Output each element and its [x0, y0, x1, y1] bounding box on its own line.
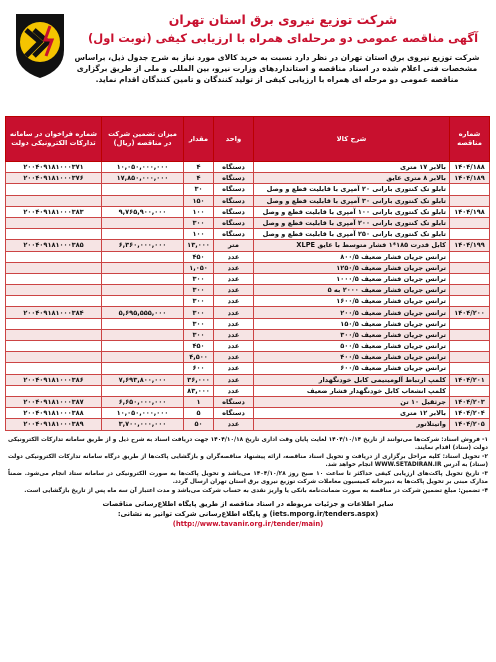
cell-setad-no: [6, 363, 102, 374]
cell-item: بالابر ۱۲ متری: [254, 408, 450, 419]
cell-item: جرثقیل ۱۰ تن: [254, 396, 450, 407]
cell-unit: عدد: [214, 385, 254, 396]
cell-tender-no: ۱۴۰۴/۲۰۱: [450, 374, 490, 385]
cell-qty: ۵۰: [184, 419, 214, 430]
cell-guarantee: [102, 352, 184, 363]
cell-unit: دستگاه: [214, 173, 254, 184]
header: [6, 4, 490, 116]
cell-item: تابلو تک کنتوری بارانی ۲۰ آمپری با قابلیت قطع و وصل: [254, 184, 450, 195]
cell-qty: ۱: [184, 396, 214, 407]
cell-qty: ۱۵۰: [184, 195, 214, 206]
cell-setad-no: ۲۰۰۴۰۹۱۸۱۰۰۰۳۸۵: [6, 240, 102, 251]
cell-tender-no: ۱۴۰۴/۲۰۰: [450, 307, 490, 318]
cell-item: کلمپ انشعاب کابل خودنگهدار فشار ضعیف: [254, 385, 450, 396]
cell-item: ترانس جریان فشار ضعیف ۸۰۰/۵: [254, 251, 450, 262]
header-guarantee: میزان تضمین شرکت در مناقصه (ریال): [102, 117, 184, 162]
cell-tender-no: ۱۴۰۴/۱۸۹: [450, 173, 490, 184]
cell-tender-no: ۱۴۰۴/۱۹۸: [450, 206, 490, 217]
intro-text: شرکت توزیع نیروی برق استان تهران در نظر دارد نسبت به خرید کالای مورد نیاز به شرح جدول ذیل، براساس مشخصات فنی اعلام شده در اسناد مناقصه و استانداردهای وزارت نیرو، بین المللی و ملی از طریق برگزاری مناقصه عمومی دو مرحله ای همراه با ارزیابی کیفی از تولید کنندگان و تامین کنندگان اقدام نماید.: [74, 53, 480, 85]
cell-setad-no: [6, 184, 102, 195]
cell-unit: دستگاه: [214, 162, 254, 173]
cell-unit: عدد: [214, 273, 254, 284]
cell-item: تابلو تک کنتوری بارانی ۲۵۰ آمپری با قابلیت قطع و وصل: [254, 229, 450, 240]
cell-guarantee: [102, 217, 184, 228]
cell-tender-no: ۱۴۰۴/۲۰۳: [450, 396, 490, 407]
footer: [6, 499, 490, 529]
cell-unit: عدد: [214, 251, 254, 262]
cell-qty: ۴,۵۰۰: [184, 352, 214, 363]
table-row: [6, 341, 490, 352]
cell-qty: ۴۵۰: [184, 341, 214, 352]
cell-tender-no: ۱۴۰۴/۲۰۵: [450, 419, 490, 430]
table-row: [6, 240, 490, 251]
table-row: [6, 408, 490, 419]
cell-tender-no: [450, 352, 490, 363]
cell-setad-no: ۲۰۰۴۰۹۱۸۱۰۰۰۳۸۸: [6, 408, 102, 419]
cell-qty: ۳۰۰: [184, 329, 214, 340]
table-row: [6, 173, 490, 184]
cell-setad-no: [6, 385, 102, 396]
cell-guarantee: [102, 262, 184, 273]
footer-line: سایر اطلاعات و جزئیات مربوطه در اسناد مناقصه از طریق پایگاه اطلاع‌رسانی مناقصات: [102, 499, 394, 508]
header-setad-no: شماره فراخوان در سامانه تدارکات الکترونیکی دولت: [6, 117, 102, 162]
note-item: ۲- تحویل اسناد: کلیه مراحل برگزاری از دریافت و تحویل اسناد مناقصه، ارائه پیشنهاد مناقصه‌گران و بازگشایی پاکت‌ها از طریق درگاه سامانه تدارکات الکترونیکی دولت (ستاد) به آدرس WWW.SETADIRAN.IR انجام خواهد شد.: [8, 453, 488, 469]
cell-item: تابلو تک کنتوری بارانی ۳۰ آمپری با قابلیت قطع و وصل: [254, 195, 450, 206]
cell-qty: ۱,۰۵۰: [184, 262, 214, 273]
cell-guarantee: [102, 251, 184, 262]
cell-tender-no: [450, 184, 490, 195]
cell-qty: ۳۰۰: [184, 285, 214, 296]
cell-unit: دستگاه: [214, 195, 254, 206]
cell-guarantee: [102, 363, 184, 374]
cell-setad-no: ۲۰۰۴۰۹۱۸۱۰۰۰۳۸۶: [6, 374, 102, 385]
table-row: [6, 217, 490, 228]
cell-qty: ۳۰۰: [184, 217, 214, 228]
note-item: ۴- تضمین: مبلغ تضمین شرکت در مناقصه به صورت ضمانت‌نامه بانکی یا واریز نقدی به حساب شرکت می‌باشد و مدت اعتبار آن سه ماه پس از تاریخ بازگشایی است.: [24, 488, 488, 495]
cell-unit: دستگاه: [214, 184, 254, 195]
table-row: [6, 329, 490, 340]
cell-setad-no: [6, 285, 102, 296]
cell-tender-no: [450, 195, 490, 206]
cell-unit: دستگاه: [214, 206, 254, 217]
cell-tender-no: ۱۴۰۴/۱۸۸: [450, 162, 490, 173]
company-logo-icon: [12, 10, 68, 80]
cell-guarantee: [102, 341, 184, 352]
cell-unit: دستگاه: [214, 229, 254, 240]
table-row: [6, 285, 490, 296]
cell-unit: عدد: [214, 285, 254, 296]
table-row: [6, 352, 490, 363]
cell-guarantee: [102, 385, 184, 396]
table-row: [6, 419, 490, 430]
cell-setad-no: [6, 251, 102, 262]
cell-setad-no: ۲۰۰۴۰۹۱۸۱۰۰۰۳۸۴: [6, 307, 102, 318]
cell-item: ترانس جریان فشار ضعیف ۱۶۰۰/۵: [254, 296, 450, 307]
cell-unit: عدد: [214, 374, 254, 385]
cell-setad-no: [6, 262, 102, 273]
header-qty: مقدار: [184, 117, 214, 162]
cell-unit: دستگاه: [214, 408, 254, 419]
cell-guarantee: [102, 296, 184, 307]
cell-guarantee: ۱۰,۰۵۰,۰۰۰,۰۰۰: [102, 162, 184, 173]
cell-setad-no: [6, 318, 102, 329]
cell-guarantee: ۱۰,۰۵۰,۰۰۰,۰۰۰: [102, 408, 184, 419]
cell-qty: ۸۳,۰۰۰: [184, 385, 214, 396]
cell-unit: عدد: [214, 318, 254, 329]
table-row: [6, 318, 490, 329]
page-subtitle: آگهی مناقصه عمومی دو مرحله‌ای همراه با ارزیابی کیفی (نوبت اول): [87, 31, 479, 45]
cell-qty: ۵: [184, 408, 214, 419]
table-row: [6, 273, 490, 284]
table-row: [6, 296, 490, 307]
table-row: [6, 307, 490, 318]
cell-setad-no: [6, 296, 102, 307]
cell-guarantee: [102, 273, 184, 284]
cell-item: ترانس جریان فشار ضعیف ۵۰۰/۵: [254, 341, 450, 352]
cell-item: ترانس جریان فشار ضعیف ۲۰۰۰ به ۵: [254, 285, 450, 296]
cell-item: کلمپ ارتباط آلومینیمی کابل خودنگهدار: [254, 374, 450, 385]
header-item: شرح کالا: [254, 117, 450, 162]
cell-guarantee: ۳,۷۰۰,۰۰۰,۰۰۰: [102, 419, 184, 430]
cell-setad-no: ۲۰۰۴۰۹۱۸۱۰۰۰۳۸۳: [6, 206, 102, 217]
cell-qty: ۴: [184, 173, 214, 184]
cell-unit: عدد: [214, 262, 254, 273]
table-row: [6, 251, 490, 262]
footer-line[interactable]: (iets.mporg.ir/tenders.aspx) و پایگاه اطلاع‌رسانی شرکت توانیر به نشانی:: [117, 509, 379, 518]
cell-tender-no: [450, 285, 490, 296]
table-header-row: [6, 117, 490, 162]
cell-unit: عدد: [214, 296, 254, 307]
cell-unit: عدد: [214, 363, 254, 374]
cell-qty: ۱۰۰: [184, 206, 214, 217]
table-row: [6, 229, 490, 240]
cell-item: کابل قدرت ۱۸۵*۱ فشار متوسط با عایق XLPE: [254, 240, 450, 251]
cell-item: ترانس جریان فشار ضعیف ۱۰۰۰/۵: [254, 273, 450, 284]
cell-setad-no: [6, 329, 102, 340]
cell-setad-no: ۲۰۰۴۰۹۱۸۱۰۰۰۳۸۷: [6, 396, 102, 407]
cell-tender-no: [450, 251, 490, 262]
cell-guarantee: [102, 318, 184, 329]
footer-link[interactable]: (http://www.tavanir.org.ir/tender/main): [172, 519, 324, 528]
cell-unit: عدد: [214, 352, 254, 363]
cell-tender-no: ۱۴۰۴/۲۰۴: [450, 408, 490, 419]
table-row: [6, 195, 490, 206]
cell-qty: ۳۰۰: [184, 296, 214, 307]
cell-guarantee: [102, 184, 184, 195]
table-row: [6, 396, 490, 407]
cell-item: ترانس جریان فشار ضعیف ۴۰۰/۵: [254, 352, 450, 363]
cell-guarantee: ۹,۷۶۵,۹۰۰,۰۰۰: [102, 206, 184, 217]
cell-qty: ۴۵۰: [184, 251, 214, 262]
cell-setad-no: ۲۰۰۴۰۹۱۸۱۰۰۰۳۷۱: [6, 162, 102, 173]
table-row: [6, 206, 490, 217]
note-item: ۱- فروش اسناد: شرکت‌ها می‌توانند از تاریخ ۱۴۰۴/۱۰/۱۴ لغایت پایان وقت اداری تاریخ ۱۴۰۴/۱۰/۱۸ جهت دریافت اسناد به شرح ذیل و از طریق سامانه تدارکات الکترونیکی دولت (ستاد) اقدام نمایند.: [8, 436, 488, 452]
note-item: ۳- تاریخ تحویل پاکت‌های ارزیابی کیفی حداکثر تا ساعت ۱۰ صبح روز ۱۴۰۴/۱۰/۲۸ می‌باشد و تحویل پاکت‌ها به صورت الکترونیکی در سامانه ستاد انجام می‌شود. ضمناً مدارک مبنی بر تحویل پاکت‌ها به دبیرخانه کمیسیون معاملات شرکت توزیع نیروی برق استان تهران ارسال گردد.: [8, 470, 489, 486]
cell-guarantee: ۶,۶۵۰,۰۰۰,۰۰۰: [102, 396, 184, 407]
cell-tender-no: [450, 217, 490, 228]
cell-guarantee: ۷,۶۹۳,۸۰۰,۰۰۰: [102, 374, 184, 385]
cell-item: ترانس جریان فشار ضعیف ۲۰۰/۵: [254, 307, 450, 318]
cell-tender-no: [450, 329, 490, 340]
cell-qty: ۱۳,۰۰۰: [184, 240, 214, 251]
page-title: شرکت توزیع نیروی برق استان تهران: [168, 12, 398, 27]
notes: [6, 436, 490, 496]
cell-item: ترانس جریان فشار ضعیف ۱۵۰/۵: [254, 318, 450, 329]
cell-unit: دستگاه: [214, 217, 254, 228]
cell-item: بالابر ۸ متری عایق: [254, 173, 450, 184]
cell-qty: ۳۶,۰۰۰: [184, 374, 214, 385]
table-row: [6, 374, 490, 385]
cell-qty: ۳۰۰: [184, 307, 214, 318]
cell-item: تابلو تک کنتوری بارانی ۲۰۰ آمپری با قابلیت قطع و وصل: [254, 217, 450, 228]
header-tender-no: شماره مناقصه: [450, 117, 490, 162]
cell-tender-no: [450, 363, 490, 374]
cell-qty: ۱۰۰: [184, 229, 214, 240]
cell-guarantee: ۱۷,۸۵۰,۰۰۰,۰۰۰: [102, 173, 184, 184]
cell-guarantee: [102, 329, 184, 340]
cell-tender-no: [450, 273, 490, 284]
cell-tender-no: ۱۴۰۴/۱۹۹: [450, 240, 490, 251]
table-row: [6, 184, 490, 195]
cell-tender-no: [450, 341, 490, 352]
cell-unit: عدد: [214, 329, 254, 340]
table-row: [6, 363, 490, 374]
table-row: [6, 385, 490, 396]
cell-guarantee: [102, 195, 184, 206]
table-row: [6, 262, 490, 273]
items-table: [5, 116, 490, 431]
cell-setad-no: ۲۰۰۴۰۹۱۸۱۰۰۰۳۷۶: [6, 173, 102, 184]
cell-unit: عدد: [214, 419, 254, 430]
cell-setad-no: [6, 195, 102, 206]
cell-tender-no: [450, 296, 490, 307]
cell-setad-no: ۲۰۰۴۰۹۱۸۱۰۰۰۳۸۹: [6, 419, 102, 430]
cell-guarantee: [102, 229, 184, 240]
cell-setad-no: [6, 217, 102, 228]
cell-tender-no: [450, 262, 490, 273]
cell-item: ترانس جریان فشار ضعیف ۱۲۵۰/۵: [254, 262, 450, 273]
cell-setad-no: [6, 229, 102, 240]
cell-unit: عدد: [214, 307, 254, 318]
cell-tender-no: [450, 318, 490, 329]
header-unit: واحد: [214, 117, 254, 162]
cell-qty: ۳۰۰: [184, 318, 214, 329]
cell-unit: عدد: [214, 341, 254, 352]
cell-unit: دستگاه: [214, 396, 254, 407]
cell-item: تابلو تک کنتوری بارانی ۱۰۰ آمپری با قابلیت قطع و وصل: [254, 206, 450, 217]
cell-item: ترانس جریان فشار ضعیف ۶۰۰/۵: [254, 363, 450, 374]
cell-guarantee: [102, 285, 184, 296]
cell-qty: ۶۰۰: [184, 363, 214, 374]
cell-qty: ۴: [184, 162, 214, 173]
cell-setad-no: [6, 341, 102, 352]
table-row: [6, 162, 490, 173]
cell-guarantee: ۶,۳۶۰,۰۰۰,۰۰۰: [102, 240, 184, 251]
cell-tender-no: [450, 385, 490, 396]
cell-qty: ۳۰۰: [184, 273, 214, 284]
cell-qty: ۳۰: [184, 184, 214, 195]
cell-guarantee: ۵,۶۹۵,۵۵۵,۰۰۰: [102, 307, 184, 318]
cell-tender-no: [450, 229, 490, 240]
cell-item: ترانس جریان فشار ضعیف ۳۰۰/۵: [254, 329, 450, 340]
cell-setad-no: [6, 273, 102, 284]
cell-setad-no: [6, 352, 102, 363]
cell-item: واتیتلاتور: [254, 419, 450, 430]
cell-item: بالابر ۱۷ متری: [254, 162, 450, 173]
cell-unit: متر: [214, 240, 254, 251]
